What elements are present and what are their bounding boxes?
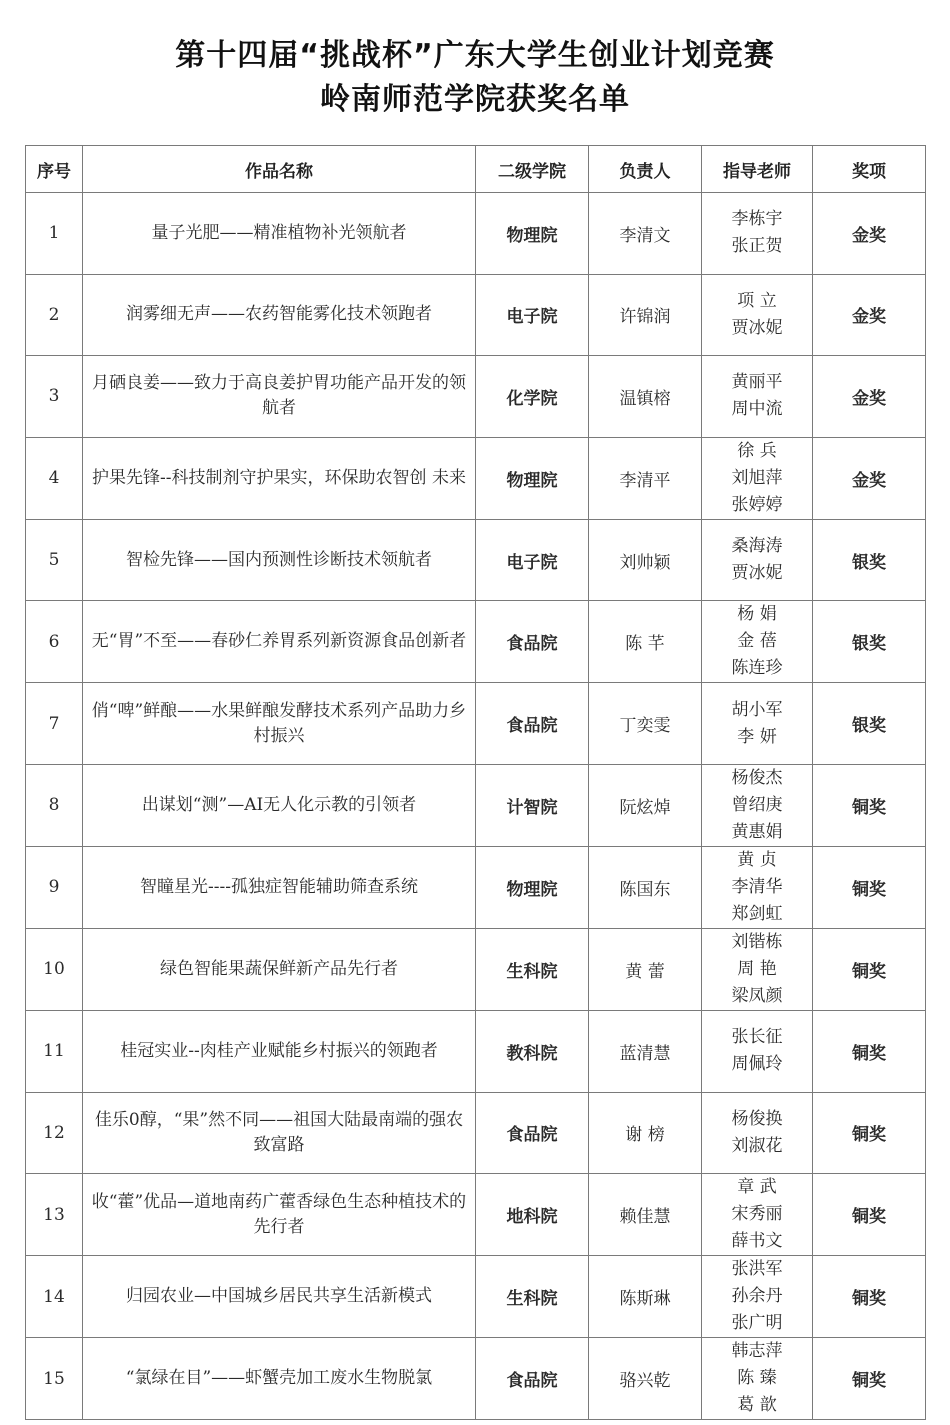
advisor-name: 黄惠娟 bbox=[731, 821, 783, 842]
award: 金奖 bbox=[813, 193, 926, 275]
leader: 黄 蕾 bbox=[589, 928, 702, 1010]
advisor-name: 贾冰妮 bbox=[731, 317, 783, 338]
advisors bbox=[702, 1256, 813, 1338]
advisor-name: 韩志萍 bbox=[731, 1341, 783, 1362]
award: 银奖 bbox=[813, 683, 926, 765]
advisor-name: 刘旭萍 bbox=[731, 467, 783, 488]
advisor-name: 陈 臻 bbox=[737, 1368, 777, 1389]
advisors bbox=[702, 683, 813, 765]
advisor-name: 李 妍 bbox=[737, 726, 777, 747]
leader: 陈斯琳 bbox=[589, 1256, 702, 1338]
award: 金奖 bbox=[813, 437, 926, 519]
advisor-name: 杨俊杰 bbox=[731, 767, 783, 788]
document-title: 第十四届“挑战杯”广东大学生创业计划竞赛 bbox=[175, 38, 775, 73]
project-name: 俏“啤”鲜酿——水果鲜酿发酵技术系列产品助力乡村振兴 bbox=[83, 683, 476, 765]
project-name: 归园农业—中国城乡居民共享生活新模式 bbox=[83, 1256, 476, 1338]
advisors bbox=[702, 928, 813, 1010]
leader: 陈 芊 bbox=[589, 601, 702, 683]
advisor-name: 张广明 bbox=[731, 1313, 783, 1334]
leader: 骆兴乾 bbox=[589, 1338, 702, 1420]
table-row bbox=[26, 1174, 926, 1256]
advisors bbox=[702, 274, 813, 356]
advisors bbox=[702, 519, 813, 601]
advisor-name: 郑剑虹 bbox=[731, 903, 783, 924]
advisor-name: 薛书文 bbox=[731, 1231, 783, 1252]
table-row bbox=[26, 846, 926, 928]
college: 生科院 bbox=[476, 928, 589, 1010]
project-name: 月硒良姜——致力于高良姜护胃功能产品开发的领航者 bbox=[83, 356, 476, 438]
header-award: 奖项 bbox=[813, 146, 926, 193]
row-number: 4 bbox=[26, 437, 83, 519]
advisor-name: 金 蓓 bbox=[737, 631, 777, 652]
advisor-name: 项 立 bbox=[737, 290, 777, 311]
header-row bbox=[26, 146, 926, 193]
advisor-name: 刘锴栋 bbox=[731, 931, 783, 952]
leader: 赖佳慧 bbox=[589, 1174, 702, 1256]
table-row bbox=[26, 274, 926, 356]
college: 计智院 bbox=[476, 764, 589, 846]
college: 食品院 bbox=[476, 683, 589, 765]
header-name: 作品名称 bbox=[83, 146, 476, 193]
advisor-name: 章 武 bbox=[737, 1177, 777, 1198]
college: 食品院 bbox=[476, 601, 589, 683]
award: 铜奖 bbox=[813, 846, 926, 928]
award: 铜奖 bbox=[813, 764, 926, 846]
advisor-name: 张正贺 bbox=[731, 236, 783, 257]
advisor-name: 曾绍庚 bbox=[731, 794, 783, 815]
advisor-name: 徐 兵 bbox=[737, 440, 777, 461]
leader: 刘帅颖 bbox=[589, 519, 702, 601]
table-row bbox=[26, 928, 926, 1010]
award: 铜奖 bbox=[813, 1092, 926, 1174]
college: 食品院 bbox=[476, 1092, 589, 1174]
college: 化学院 bbox=[476, 356, 589, 438]
table-row bbox=[26, 601, 926, 683]
advisors bbox=[702, 193, 813, 275]
leader: 李清平 bbox=[589, 437, 702, 519]
project-name: 智检先锋——国内预测性诊断技术领航者 bbox=[83, 519, 476, 601]
row-number: 1 bbox=[26, 193, 83, 275]
leader: 谢 榜 bbox=[589, 1092, 702, 1174]
advisors bbox=[702, 1338, 813, 1420]
advisors bbox=[702, 437, 813, 519]
row-number: 12 bbox=[26, 1092, 83, 1174]
table-row bbox=[26, 1010, 926, 1092]
leader: 陈国东 bbox=[589, 846, 702, 928]
advisor-name: 葛 歆 bbox=[737, 1395, 777, 1416]
advisor-name: 杨 娟 bbox=[737, 604, 777, 625]
award: 铜奖 bbox=[813, 1338, 926, 1420]
project-name: 润雾细无声——农药智能雾化技术领跑者 bbox=[83, 274, 476, 356]
college: 食品院 bbox=[476, 1338, 589, 1420]
awards-table bbox=[25, 145, 926, 1420]
project-name: 护果先锋--科技制剂守护果实，环保助农智创 未来 bbox=[83, 437, 476, 519]
header-college: 二级学院 bbox=[476, 146, 589, 193]
advisors bbox=[702, 846, 813, 928]
project-name: 收“藿”优品—道地南药广藿香绿色生态种植技术的先行者 bbox=[83, 1174, 476, 1256]
advisor-name: 孙余丹 bbox=[731, 1286, 783, 1307]
project-name: 智瞳星光----孤独症智能辅助筛查系统 bbox=[83, 846, 476, 928]
college: 教科院 bbox=[476, 1010, 589, 1092]
advisor-name: 黄丽平 bbox=[731, 372, 783, 393]
college: 物理院 bbox=[476, 193, 589, 275]
award: 银奖 bbox=[813, 519, 926, 601]
table-row bbox=[26, 764, 926, 846]
advisors bbox=[702, 356, 813, 438]
leader: 蓝清慧 bbox=[589, 1010, 702, 1092]
award: 铜奖 bbox=[813, 1256, 926, 1338]
advisor-name: 李栋宇 bbox=[731, 209, 783, 230]
row-number: 14 bbox=[26, 1256, 83, 1338]
project-name: 佳乐0醇，“果”然不同——祖国大陆最南端的强农致富路 bbox=[83, 1092, 476, 1174]
advisor-name: 周 艳 bbox=[737, 958, 777, 979]
award: 金奖 bbox=[813, 356, 926, 438]
advisor-name: 周中流 bbox=[731, 399, 783, 420]
advisor-name: 梁凤颜 bbox=[731, 985, 783, 1006]
award: 铜奖 bbox=[813, 928, 926, 1010]
project-name: 无“胃”不至——春砂仁养胃系列新资源食品创新者 bbox=[83, 601, 476, 683]
row-number: 8 bbox=[26, 764, 83, 846]
table-row bbox=[26, 437, 926, 519]
row-number: 7 bbox=[26, 683, 83, 765]
row-number: 15 bbox=[26, 1338, 83, 1420]
header-leader: 负责人 bbox=[589, 146, 702, 193]
leader: 许锦润 bbox=[589, 274, 702, 356]
award: 金奖 bbox=[813, 274, 926, 356]
table-row bbox=[26, 519, 926, 601]
advisors bbox=[702, 601, 813, 683]
college: 物理院 bbox=[476, 437, 589, 519]
table-row bbox=[26, 356, 926, 438]
project-name: 绿色智能果蔬保鲜新产品先行者 bbox=[83, 928, 476, 1010]
advisor-name: 张洪军 bbox=[731, 1259, 783, 1280]
college: 电子院 bbox=[476, 274, 589, 356]
advisor-name: 李清华 bbox=[731, 876, 783, 897]
table-row bbox=[26, 193, 926, 275]
college: 地科院 bbox=[476, 1174, 589, 1256]
advisors bbox=[702, 1010, 813, 1092]
project-name: 出谋划“测”—AI无人化示教的引领者 bbox=[83, 764, 476, 846]
advisor-name: 杨俊换 bbox=[731, 1108, 783, 1129]
advisor-name: 贾冰妮 bbox=[731, 563, 783, 584]
advisor-name: 桑海涛 bbox=[731, 536, 783, 557]
project-name: 量子光肥——精准植物补光领航者 bbox=[83, 193, 476, 275]
advisor-name: 张长征 bbox=[731, 1027, 783, 1048]
row-number: 11 bbox=[26, 1010, 83, 1092]
row-number: 5 bbox=[26, 519, 83, 601]
award: 铜奖 bbox=[813, 1010, 926, 1092]
header-advisors: 指导老师 bbox=[702, 146, 813, 193]
leader: 阮炫焯 bbox=[589, 764, 702, 846]
advisor-name: 黄 贞 bbox=[737, 849, 777, 870]
advisor-name: 宋秀丽 bbox=[731, 1204, 783, 1225]
row-number: 10 bbox=[26, 928, 83, 1010]
document-subtitle: 岭南师范学院获奖名单 bbox=[320, 82, 630, 117]
advisor-name: 胡小军 bbox=[731, 699, 783, 720]
advisors bbox=[702, 1092, 813, 1174]
row-number: 2 bbox=[26, 274, 83, 356]
college: 电子院 bbox=[476, 519, 589, 601]
leader: 李清文 bbox=[589, 193, 702, 275]
advisors bbox=[702, 1174, 813, 1256]
table-row bbox=[26, 1256, 926, 1338]
award: 铜奖 bbox=[813, 1174, 926, 1256]
college: 生科院 bbox=[476, 1256, 589, 1338]
leader: 温镇榕 bbox=[589, 356, 702, 438]
advisor-name: 陈连珍 bbox=[731, 658, 783, 679]
header-no: 序号 bbox=[26, 146, 83, 193]
table-row bbox=[26, 683, 926, 765]
row-number: 3 bbox=[26, 356, 83, 438]
advisor-name: 周佩玲 bbox=[731, 1054, 783, 1075]
leader: 丁奕雯 bbox=[589, 683, 702, 765]
award: 银奖 bbox=[813, 601, 926, 683]
project-name: 桂冠实业--肉桂产业赋能乡村振兴的领跑者 bbox=[83, 1010, 476, 1092]
row-number: 6 bbox=[26, 601, 83, 683]
college: 物理院 bbox=[476, 846, 589, 928]
advisors bbox=[702, 764, 813, 846]
table-row bbox=[26, 1092, 926, 1174]
row-number: 13 bbox=[26, 1174, 83, 1256]
row-number: 9 bbox=[26, 846, 83, 928]
table-row bbox=[26, 1338, 926, 1420]
advisor-name: 刘淑花 bbox=[731, 1135, 783, 1156]
advisor-name: 张婷婷 bbox=[731, 494, 783, 515]
project-name: “氯绿在目”——虾蟹壳加工废水生物脱氯 bbox=[83, 1338, 476, 1420]
